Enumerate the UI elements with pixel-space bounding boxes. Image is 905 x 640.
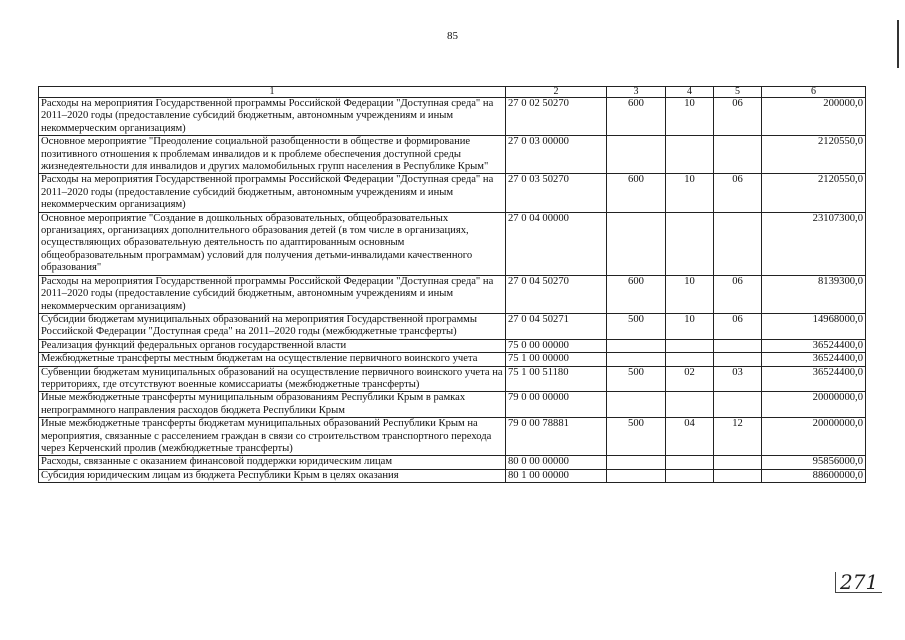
- row-amount: 95856000,0: [762, 456, 866, 469]
- row-section: 10: [666, 174, 714, 212]
- row-expense-type: [607, 469, 666, 482]
- row-section: [666, 392, 714, 418]
- table-header-row: [39, 87, 866, 98]
- row-subsection: [714, 212, 762, 275]
- handwritten-page-mark: 271: [835, 572, 882, 593]
- row-code: 75 1 00 00000: [506, 353, 607, 366]
- row-code: 75 1 00 51180: [506, 366, 607, 392]
- row-code: 79 0 00 78881: [506, 418, 607, 456]
- row-subsection: [714, 339, 762, 352]
- row-expense-type: [607, 456, 666, 469]
- row-subsection: 06: [714, 313, 762, 339]
- row-description: Расходы на мероприятия Государственной программы Российской Федерации "Доступная среда" на 2011–2020 годы (предоставление субсидий бюджетным, автономным учреждениям и иным некоммерческим организациям): [39, 174, 506, 212]
- row-description: Субсидии бюджетам муниципальных образований на мероприятия Государственной программы Российской Федерации "Доступная среда" на 2011–2020 годы (межбюджетные трансферты): [39, 313, 506, 339]
- row-section: 02: [666, 366, 714, 392]
- row-section: [666, 353, 714, 366]
- row-code: 27 0 04 50271: [506, 313, 607, 339]
- row-section: [666, 212, 714, 275]
- row-amount: 2120550,0: [762, 136, 866, 174]
- row-amount: 20000000,0: [762, 418, 866, 456]
- table-row: [39, 212, 866, 275]
- row-expense-type: [607, 353, 666, 366]
- row-section: 04: [666, 418, 714, 456]
- row-code: 27 0 02 50270: [506, 98, 607, 136]
- table-body: [39, 98, 866, 483]
- row-subsection: 06: [714, 275, 762, 313]
- row-code: 27 0 03 50270: [506, 174, 607, 212]
- row-subsection: 06: [714, 98, 762, 136]
- scan-edge-mark: [897, 20, 899, 68]
- row-subsection: [714, 392, 762, 418]
- row-description: Межбюджетные трансферты местным бюджетам на осуществление первичного воинского учета: [39, 353, 506, 366]
- row-amount: 14968000,0: [762, 313, 866, 339]
- table-row: [39, 313, 866, 339]
- row-subsection: [714, 353, 762, 366]
- row-description: Иные межбюджетные трансферты муниципальным образованиям Республики Крым в рамках непрограммного направления расходов бюджета Республики Крым: [39, 392, 506, 418]
- row-amount: 36524400,0: [762, 353, 866, 366]
- column-header: 3: [607, 87, 666, 98]
- row-expense-type: 600: [607, 98, 666, 136]
- row-description: Реализация функций федеральных органов государственной власти: [39, 339, 506, 352]
- column-header: 4: [666, 87, 714, 98]
- column-header: 6: [762, 87, 866, 98]
- row-description: Субвенции бюджетам муниципальных образований на осуществление первичного воинского учета на территориях, где отсутствуют военные комиссариаты (межбюджетные трансферты): [39, 366, 506, 392]
- row-code: 75 0 00 00000: [506, 339, 607, 352]
- budget-table: [38, 86, 866, 483]
- row-description: Основное мероприятие "Создание в дошкольных образовательных, общеобразовательных организациях, организациях дополнительного образования детей (в том числе в организациях, осуществляющих образовательную деятельность по адаптированным основным общеобразовательным программам) условий для получения детьми-инвалидами качественного образования": [39, 212, 506, 275]
- row-expense-type: [607, 212, 666, 275]
- row-description: Основное мероприятие "Преодоление социальной разобщенности в обществе и формирование позитивного отношения к проблемам инвалидов и к проблеме обеспечения доступной среды жизнедеятельности для инвалидов и других маломобильных групп населения в Республике Крым": [39, 136, 506, 174]
- row-amount: 88600000,0: [762, 469, 866, 482]
- row-amount: 23107300,0: [762, 212, 866, 275]
- row-section: [666, 469, 714, 482]
- row-amount: 2120550,0: [762, 174, 866, 212]
- row-subsection: 12: [714, 418, 762, 456]
- row-expense-type: 600: [607, 275, 666, 313]
- row-expense-type: 500: [607, 313, 666, 339]
- table-row: [39, 366, 866, 392]
- column-header: 1: [39, 87, 506, 98]
- row-section: 10: [666, 98, 714, 136]
- row-expense-type: 500: [607, 418, 666, 456]
- row-code: 80 1 00 00000: [506, 469, 607, 482]
- table-row: [39, 469, 866, 482]
- row-code: 80 0 00 00000: [506, 456, 607, 469]
- row-description: Иные межбюджетные трансферты бюджетам муниципальных образований Республики Крым на мероприятия, связанные с расселением граждан в связи со строительством транспортного перехода через Керченский пролив (межбюджетные трансферты): [39, 418, 506, 456]
- row-subsection: [714, 136, 762, 174]
- row-code: 27 0 03 00000: [506, 136, 607, 174]
- row-subsection: [714, 469, 762, 482]
- table-row: [39, 98, 866, 136]
- row-expense-type: [607, 392, 666, 418]
- page-number: 85: [447, 30, 458, 42]
- table-row: [39, 339, 866, 352]
- row-amount: 200000,0: [762, 98, 866, 136]
- table-row: [39, 136, 866, 174]
- row-section: 10: [666, 313, 714, 339]
- row-expense-type: [607, 136, 666, 174]
- table-row: [39, 456, 866, 469]
- column-header: 2: [506, 87, 607, 98]
- row-amount: 36524400,0: [762, 366, 866, 392]
- table-row: [39, 174, 866, 212]
- row-amount: 36524400,0: [762, 339, 866, 352]
- row-section: [666, 339, 714, 352]
- row-expense-type: 500: [607, 366, 666, 392]
- row-subsection: 03: [714, 366, 762, 392]
- row-section: [666, 136, 714, 174]
- row-amount: 8139300,0: [762, 275, 866, 313]
- row-section: 10: [666, 275, 714, 313]
- row-code: 27 0 04 00000: [506, 212, 607, 275]
- row-code: 79 0 00 00000: [506, 392, 607, 418]
- table-row: [39, 353, 866, 366]
- row-expense-type: [607, 339, 666, 352]
- table-row: [39, 392, 866, 418]
- table-row: [39, 275, 866, 313]
- row-section: [666, 456, 714, 469]
- column-header: 5: [714, 87, 762, 98]
- row-description: Расходы, связанные с оказанием финансовой поддержки юридическим лицам: [39, 456, 506, 469]
- row-subsection: 06: [714, 174, 762, 212]
- row-code: 27 0 04 50270: [506, 275, 607, 313]
- row-description: Расходы на мероприятия Государственной программы Российской Федерации "Доступная среда" на 2011–2020 годы (предоставление субсидий бюджетным, автономным учреждениям и иным некоммерческим организациям): [39, 98, 506, 136]
- row-subsection: [714, 456, 762, 469]
- row-description: Субсидия юридическим лицам из бюджета Республики Крым в целях оказания: [39, 469, 506, 482]
- row-amount: 20000000,0: [762, 392, 866, 418]
- table-row: [39, 418, 866, 456]
- row-description: Расходы на мероприятия Государственной программы Российской Федерации "Доступная среда" на 2011–2020 годы (предоставление субсидий бюджетным, автономным учреждениям и иным некоммерческим организациям): [39, 275, 506, 313]
- row-expense-type: 600: [607, 174, 666, 212]
